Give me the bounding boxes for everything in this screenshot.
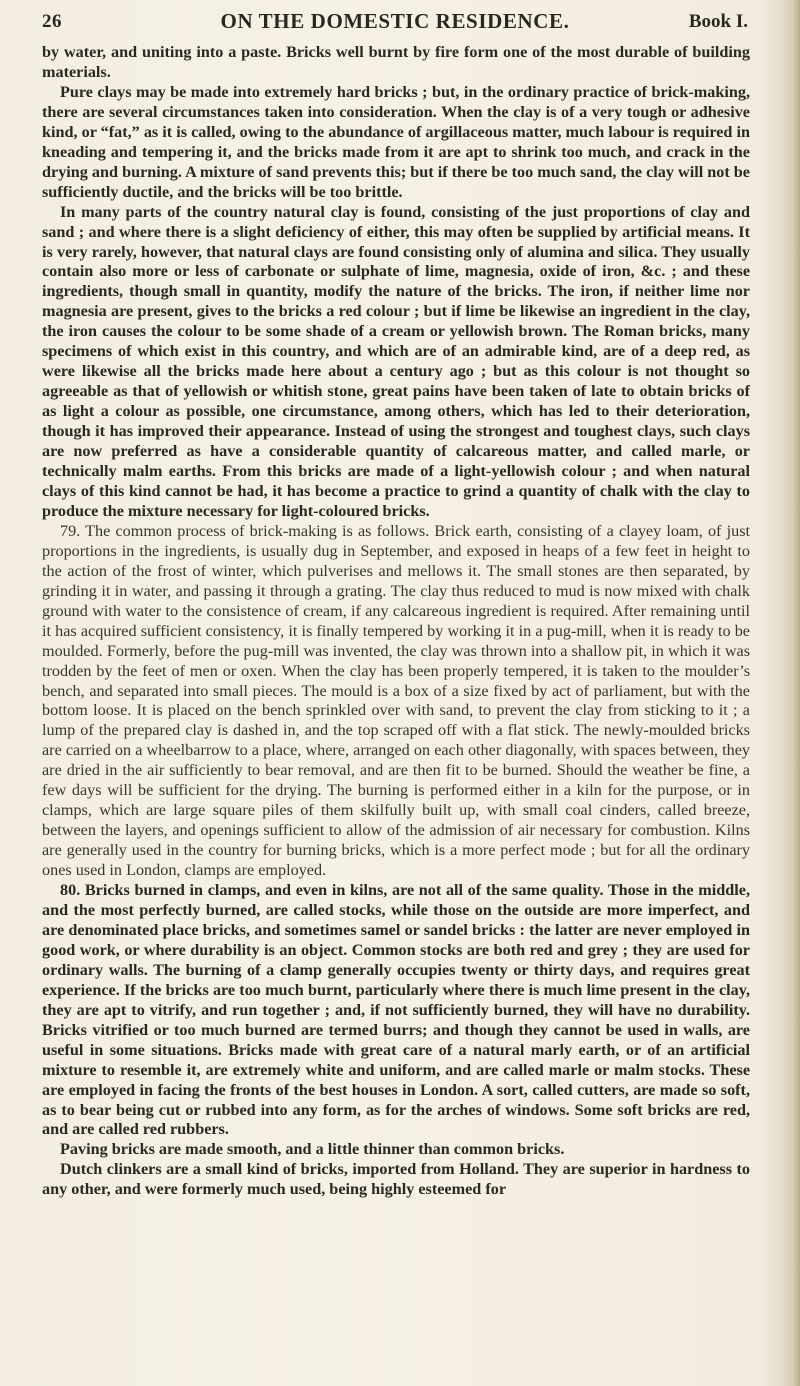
page-edge-shadow [782,0,800,1386]
paragraph-79-process: 79. The common process of brick-making is as follows. Brick earth, consisting of a clayey loam, of just proportions in the ingredients, is usually dug in September, and exposed in heaps of a few feet in height to the action of the frost of winter, which pulverises and mellows it. The small stones are then separated, by grinding it in water, and passing it through a grating. The clay thus reduced to mud is now mixed with chalk ground with water to the consistence of cream, if any calcareous ingredient is required. After remaining until it has acquired sufficient consistency, it is finally tempered by working it in a pug-mill, when it is ready to be moulded. Formerly, before the pug-mill was invented, the clay was thrown into a shallow pit, in which it was trodden by the feet of men or oxen. When the clay has been properly tempered, it is taken to the moulder’s bench, and separated into small pieces. The mould is a box of a size fixed by act of parliament, but with the bottom loose. It is placed on the bench sprinkled over with sand, to prevent the clay from sticking to it ; a lump of the prepared clay is dashed in, and the top scraped off with a flat stick. The newly-moulded bricks are carried on a wheelbarrow to a place, where, arranged on each other diagonally, with spaces between, they are dried in the air sufficiently to bear removal, and are then fit to be burned. Should the weather be fine, a few days will be sufficient for the drying. The burning is performed either in a kiln for the purpose, or in clamps, which are large square piles of them skilfully built up, with small coal cinders, called breeze, between the layers, and openings sufficient to allow of the admission of air necessary for combustion. Kilns are generally used in the country for burning bricks, which is a more perfect mode ; but for all the ordinary ones used in London, clamps are employed. [42,521,750,880]
body-text [42,43,750,1200]
paragraph-dutch-clinkers: Dutch clinkers are a small kind of bricks, imported from Holland. They are superior in hardness to any other, and were formerly much used, being highly esteemed for [42,1160,750,1199]
book-label: Book I. [688,11,748,32]
page-number: 26 [42,11,62,32]
paragraph-paving-bricks: Paving bricks are made smooth, and a little thinner than common bricks. [60,1140,565,1159]
paragraph-continuation: by water, and uniting into a paste. Bricks well burnt by fire form one of the most durable of building materials. [42,43,750,81]
paragraph-natural-clay: In many parts of the country natural clay is found, consisting of the just proportions of clay and sand ; and where there is a slight deficiency of either, this may often be supplied by artificial means. It is very rarely, however, that natural clays are found consisting only of alumina and silica. They usually contain also more or less of carbonate or sulphate of lime, magnesia, oxide of iron, &c. ; and these ingredients, though small in quantity, modify the nature of the bricks. The iron, if neither lime nor magnesia are present, gives to the bricks a red colour ; but if lime be likewise an ingredient in the clay, the iron causes the colour to be some shade of a cream or yellowish brown. The Roman bricks, many specimens of which exist in this country, and which are of an admirable kind, are of a deep red, as were likewise all the bricks made here about a century ago ; but as this colour is not thought so agreeable as that of yellowish or whitish stone, great pains have been taken of late to obtain bricks of as light a colour as possible, one circumstance, among others, which has led to their deterioration, though it has improved their appearance. Instead of using the strongest and toughest clays, such clays are now preferred as have a considerable quantity of calcareous matter, and called marle, or technically malm earths. From this bricks are made of a light-yellowish colour ; and when natural clays of this kind cannot be had, it has become a practice to grind a quantity of chalk with the clay to produce the mixture necessary for light-coloured bricks. [42,202,750,520]
paragraph-80-clamps: 80. Bricks burned in clamps, and even in kilns, are not all of the same quality. Those in the middle, and the most perfectly burned, are called stocks, while those on the outside are more imperfect, and are denominated place bricks, and sometimes samel or sandel bricks : the latter are never employed in good work, or where durability is an object. Common stocks are both red and grey ; they are used for ordinary walls. The burning of a clamp generally occupies twenty or thirty days, and requires great experience. If the bricks are too much burnt, particularly where there is much lime present in the clay, they are apt to vitrify, and run together ; and, if not sufficiently burned, they will have no durability. Bricks vitrified or too much burned are termed burrs; and though they cannot be used in walls, are useful in some situations. Bricks made with great care of a natural marly earth, or of an artificial mixture to resemble it, are extremely white and uniform, and are called marle or malm stocks. These are employed in facing the fronts of the best houses in London. A sort, called cutters, are made so soft, as to bear being cut or rubbed into any form, as for the arches of windows. Some soft bricks are red, and are called red rubbers. [42,881,750,1139]
paragraph-pure-clays: Pure clays may be made into extremely hard bricks ; but, in the ordinary practice of brick-making, there are several circumstances taken into consideration. When the clay is of a very tough or adhesive kind, or “fat,” as it is called, owing to the abundance of argillaceous matter, much labour is required in kneading and tempering it, and the bricks made from it are apt to shrink too much, and crack in the drying and burning. A mixture of sand prevents this; but if there be too much sand, the clay will not be sufficiently ductile, and the bricks will be too brittle. [42,82,750,201]
running-title: ON THE DOMESTIC RESIDENCE. [220,9,570,33]
page-header [42,9,748,39]
